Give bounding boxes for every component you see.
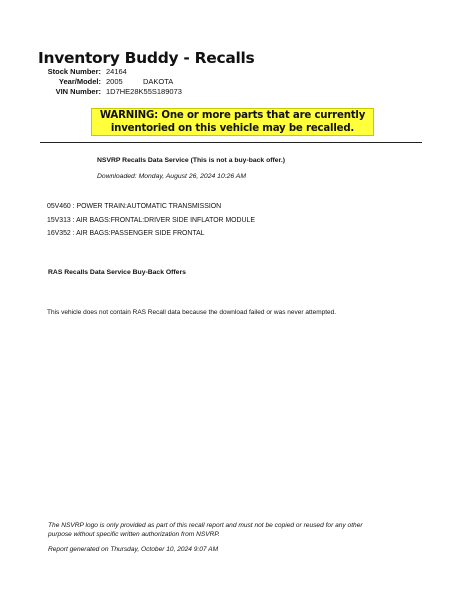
recall-list: [47, 200, 255, 241]
nsvrp-downloaded-date: Downloaded: Monday, August 26, 2024 10:26 AM: [97, 173, 247, 180]
stock-number-label: Stock Number:: [47, 67, 101, 76]
recall-item: 05V460 : POWER TRAIN:AUTOMATIC TRANSMISSION: [47, 203, 222, 210]
page-title: Inventory Buddy - Recalls: [38, 49, 255, 67]
vin-number-label: VIN Number:: [55, 87, 101, 96]
warning-line-2: inventoried on this vehicle may be recalled.: [110, 122, 355, 134]
year-value: 2005: [106, 77, 123, 86]
stock-number-value: 24164: [106, 67, 127, 76]
footer-note: [48, 522, 428, 539]
recall-item: 15V313 : AIR BAGS:FRONTAL:DRIVER SIDE INFLATOR MODULE: [47, 216, 255, 224]
ras-message: This vehicle does not contain RAS Recall data because the download failed or was never attempted.: [47, 309, 337, 316]
warning-line-1: WARNING: One or more parts that are currently: [99, 110, 366, 121]
nsvrp-section-title: NSVRP Recalls Data Service (This is not a buy-back offer.): [97, 157, 285, 164]
model-value: DAKOTA: [143, 77, 174, 86]
footer-note-line-2: purpose without specific written authorization from NSVRP.: [48, 530, 220, 538]
report-generated-date: Report generated on Thursday, October 10, 2024 9:07 AM: [48, 546, 219, 553]
recall-item: 16V352 : AIR BAGS:PASSENGER SIDE FRONTAL: [47, 230, 205, 237]
section-divider: [40, 142, 422, 143]
year-model-label: Year/Model:: [58, 77, 101, 86]
recall-warning-banner: [91, 108, 374, 136]
vin-number-value: 1D7HE28K55S189073: [106, 87, 182, 96]
footer-note-line-1: The NSVRP logo is only provided as part of this recall report and must not be copied or reused for any other: [48, 522, 363, 529]
ras-section-title: RAS Recalls Data Service Buy-Back Offers: [48, 269, 186, 276]
